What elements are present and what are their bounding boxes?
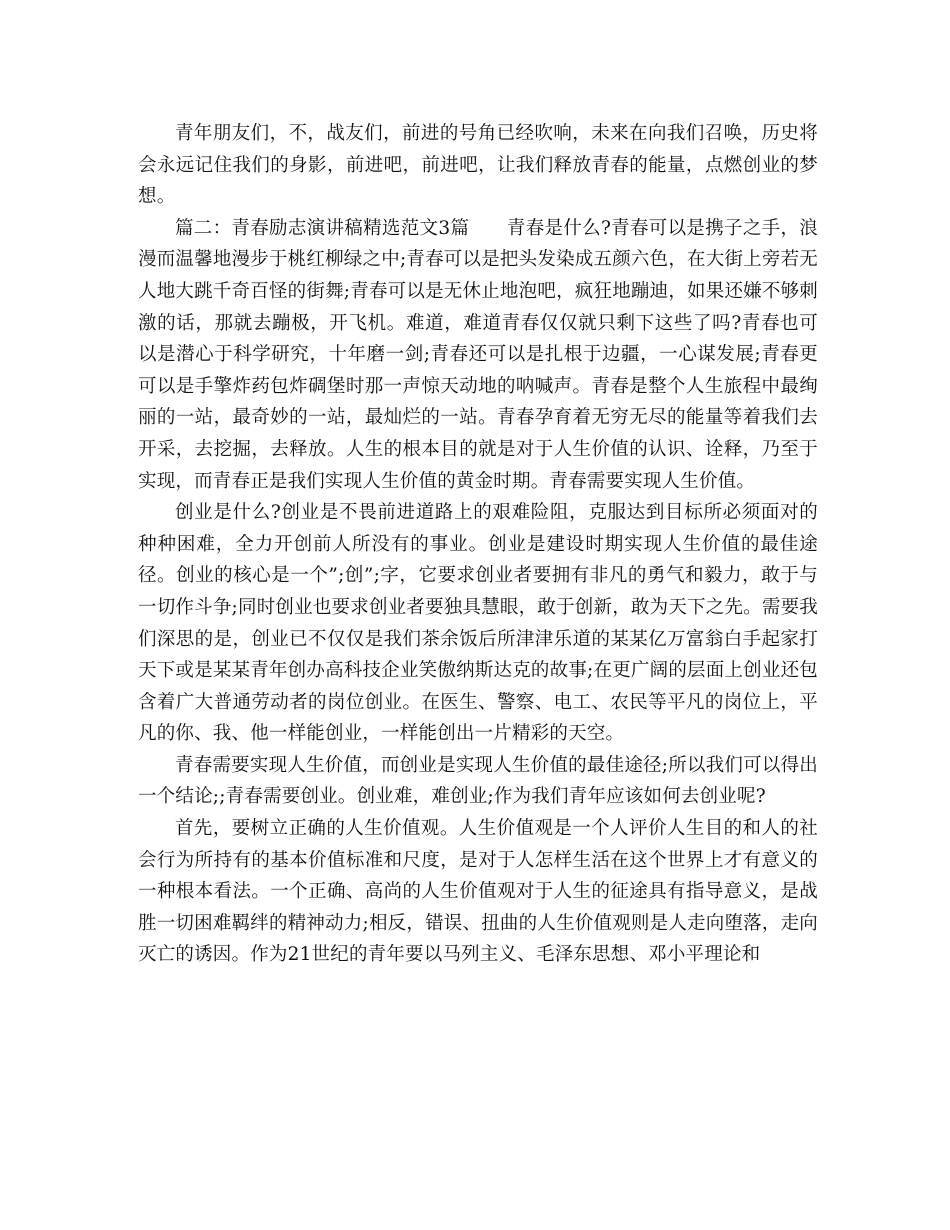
paragraph-what-is-youth: 篇二：青春励志演讲稿精选范文3篇 青春是什么?青春可以是携子之手，浪漫而温馨地漫步于桃红柳绿之中;青春可以是把头发染成五颜六色，在大街上旁若无人地大跳千奇百怪的街舞;青春可以是无休止地泡吧，疯狂地蹦迪，如果还嫌不够刺激的话，那就去蹦极，开飞机。难道，难道青春仅仅就只剩下这些了吗?青春也可以是潜心于科学研究，十年磨一剑;青春还可以是扎根于边疆，一心谋发展;青春更可以是手擎炸药包炸碉堡时那一声惊天动地的呐喊声。青春是整个人生旅程中最绚丽的一站，最奇妙的一站，最灿烂的一站。青春孕育着无穷无尽的能量等着我们去开采，去挖掘，去释放。人生的根本目的就是对于人生价值的认识、诠释，乃至于实现，而青春正是我们实现人生价值的黄金时期。青春需要实现人生价值。 (138, 217, 818, 492)
document-body (138, 118, 818, 971)
paragraph-what-is-entrepreneurship: 创业是什么?创业是不畏前进道路上的艰难险阻，克服达到目标所必须面对的种种困难，全力开创前人所没有的事业。创业是建设时期实现人生价值的最佳途径。创业的核心是一个”;创”;字，它要求创业者要拥有非凡的勇气和毅力，敢于与一切作斗争;同时创业也要求创业者要独具慧眼，敢于创新，敢为天下之先。需要我们深思的是，创业已不仅仅是我们茶余饭后所津津乐道的某某亿万富翁白手起家打天下或是某某青年创办高科技企业笑傲纳斯达克的故事;在更广阔的层面上创业还包含着广大普通劳动者的岗位创业。在医生、警察、电工、农民等平凡的岗位上，平凡的你、我、他一样能创业，一样能创出一片精彩的天空。 (138, 502, 818, 745)
paragraph-conclusion: 青春需要实现人生价值，而创业是实现人生价值的最佳途径;所以我们可以得出一个结论;;青春需要创业。创业难，难创业;作为我们青年应该如何去创业呢? (138, 754, 818, 808)
paragraph-closing-call: 青年朋友们，不，战友们，前进的号角已经吹响，未来在向我们召唤，历史将会永远记住我们的身影，前进吧，前进吧，让我们释放青春的能量，点燃创业的梦想。 (138, 123, 818, 208)
paragraph-values: 首先，要树立正确的人生价值观。人生价值观是一个人评价人生目的和人的社会行为所持有的基本价值标准和尺度，是对于人怎样生活在这个世界上才有意义的一种根本看法。一个正确、高尚的人生价值观对于人生的征途具有指导意义，是战胜一切困难羁绊的精神动力;相反，错误、扭曲的人生价值观则是人走向堕落，走向灭亡的诱因。作为21世纪的青年要以马列主义、毛泽东思想、邓小平理论和 (138, 818, 818, 966)
